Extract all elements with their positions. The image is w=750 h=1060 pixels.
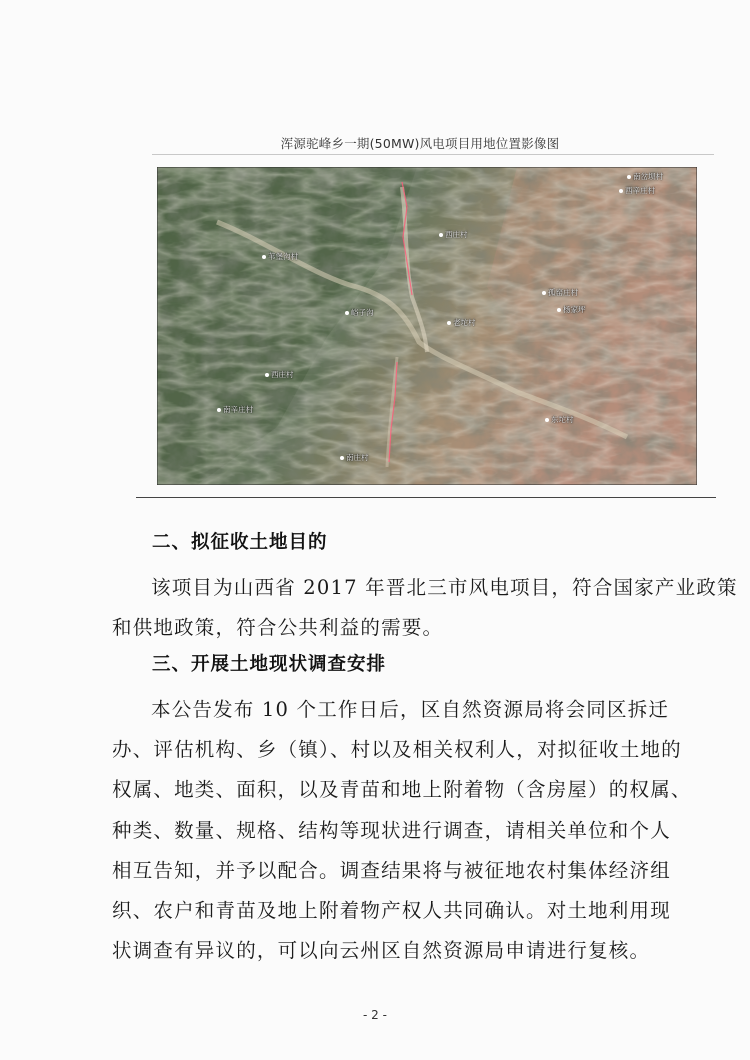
map-label: 西庄村: [265, 369, 294, 380]
paragraph-line: 种类、数量、规格、结构等现状进行调查，请相关单位和个人: [112, 819, 671, 842]
map-title: 浑源驼峰乡一期(50MW)风电项目用地位置影像图: [280, 136, 560, 151]
title-divider: [152, 154, 714, 155]
map-label: 杨家坪: [557, 304, 586, 315]
map-label: 东坨村: [545, 414, 574, 425]
paragraph-line: 权属、地类、面积，以及青苗和地上附着物（含房屋）的权属、: [112, 778, 692, 801]
paragraph-line: 和供地政策，符合公共利益的需要。: [112, 616, 444, 639]
map-label: 南岔坝村: [627, 171, 663, 182]
section-heading: 二、拟征收土地目的: [152, 532, 328, 553]
paragraph-line: 办、评估机构、乡（镇）、村以及相关权利人，对拟征收土地的: [112, 738, 682, 761]
map-label: 老坨村: [447, 317, 476, 328]
satellite-terrain: [157, 167, 697, 485]
paragraph-line: 该项目为山西省 2017 年晋北三市风电项目，符合国家产业政策: [151, 576, 738, 599]
paragraph-line: 相互告知，并予以配合。调查结果将与被征地农村集体经济组: [112, 859, 671, 882]
paragraph-line: 本公告发布 10 个工作日后，区自然资源局将会同区拆迁: [151, 698, 670, 721]
map-label: 南庄村: [340, 452, 369, 463]
paragraph-line: 织、农户和青苗及地上附着物产权人共同确认。对土地利用现: [112, 899, 671, 922]
map-label: 南辛庄村: [217, 404, 253, 415]
map-label: 苇堡沟村: [262, 251, 298, 262]
map-label: 西辛庄村: [619, 185, 655, 196]
map-label: 孤窑庄村: [542, 287, 578, 298]
map-label: 峪子沟: [345, 307, 374, 318]
satellite-map-image: [157, 167, 697, 485]
page-number: - 2 -: [363, 1008, 387, 1022]
paragraph-line: 状调查有异议的，可以向云州区自然资源局申请进行复核。: [112, 939, 651, 962]
map-label: 西庄村: [439, 229, 468, 240]
map-bottom-divider: [136, 497, 716, 498]
section-heading: 三、开展土地现状调查安排: [152, 654, 387, 675]
